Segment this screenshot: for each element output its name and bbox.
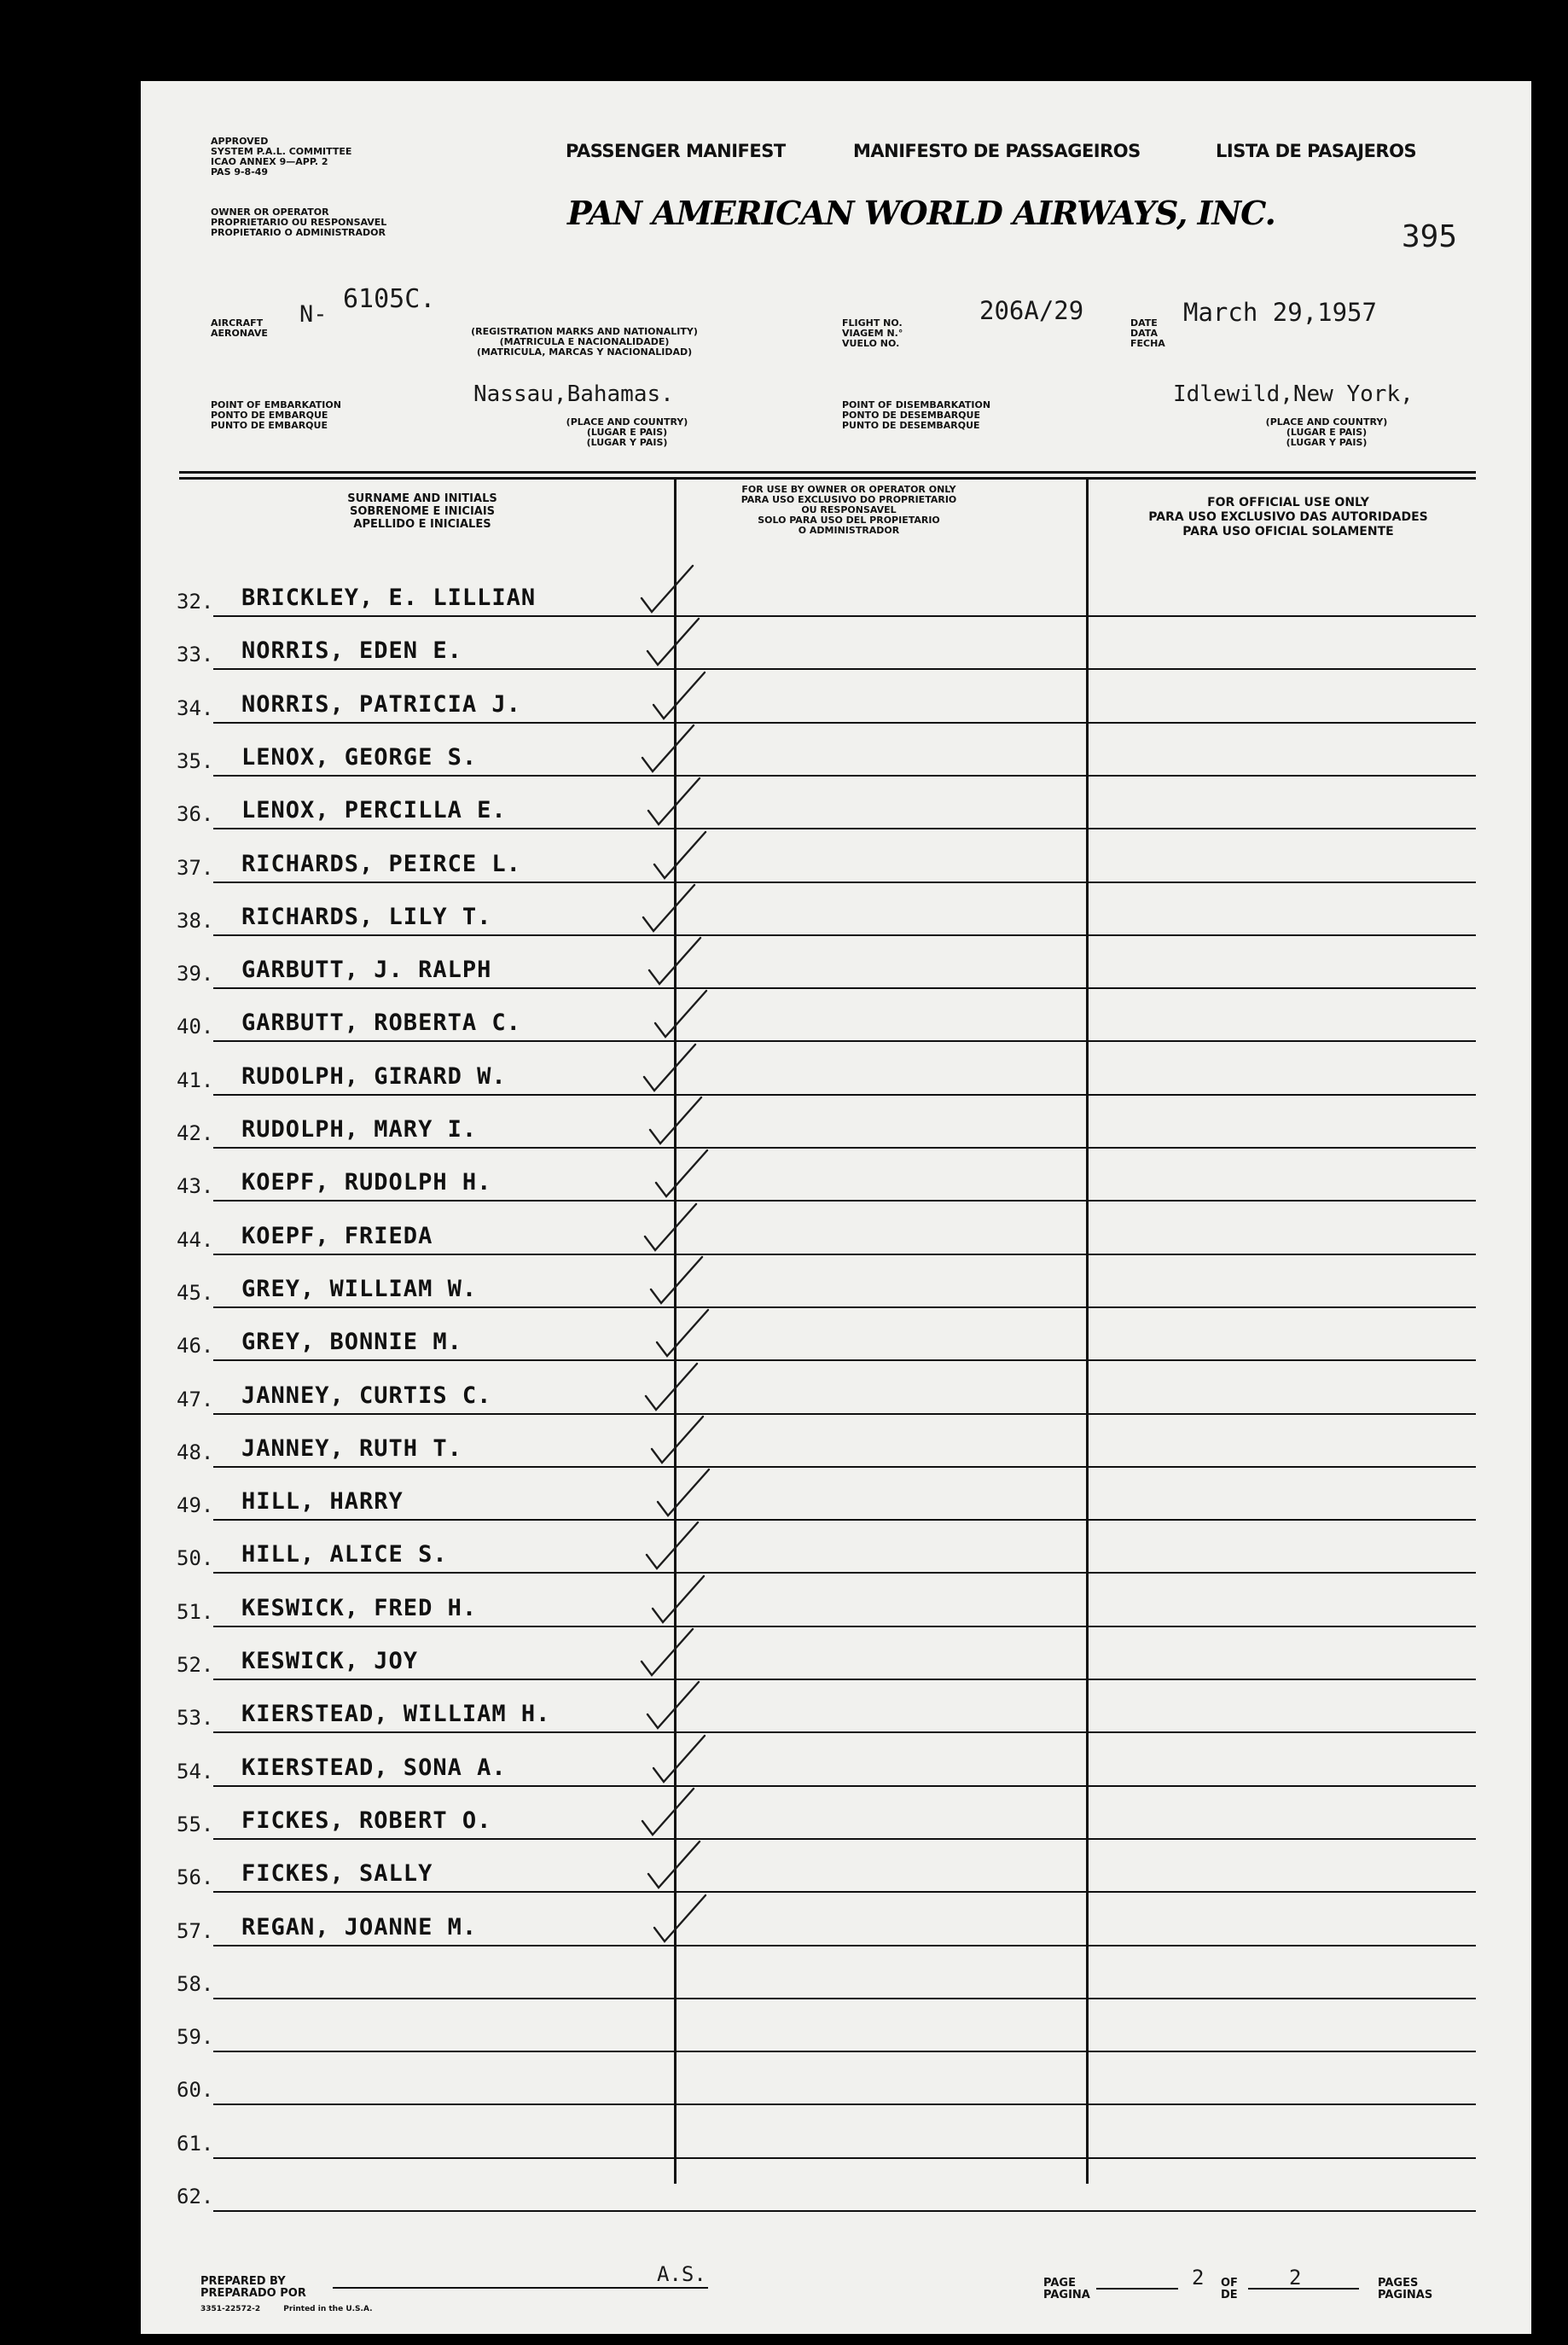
disembark-label-line: PONTO DE DESEMBARQUE	[842, 410, 980, 421]
pages-underline	[1248, 2288, 1359, 2290]
aircraft-prefix: N-	[299, 301, 328, 328]
approval-line: ICAO ANNEX 9—APP. 2	[211, 156, 328, 167]
page-value: 2	[1192, 2266, 1205, 2290]
passenger-name: RICHARDS, PEIRCE L.	[241, 851, 521, 877]
owner-label-line: OWNER OR OPERATOR	[211, 207, 329, 218]
check-mark	[644, 1044, 695, 1091]
check-mark	[657, 1310, 708, 1356]
passenger-number: 41.	[177, 1068, 214, 1092]
passenger-number: 47.	[177, 1388, 214, 1411]
passenger-name: REGAN, JOANNE M.	[241, 1914, 478, 1941]
passenger-name: KESWICK, JOY	[241, 1648, 419, 1674]
reg-label-line: (MATRICULA, MARCAS Y NACIONALIDAD)	[476, 346, 693, 358]
check-mark	[648, 1842, 700, 1888]
aircraft-value: 6105C.	[343, 284, 436, 314]
col-official-line: PARA USO OFICIAL SOLAMENTE	[1182, 525, 1394, 538]
form-number: 3351-22572-2	[200, 2305, 261, 2313]
prepared-label-line: PREPARED BY	[200, 2275, 286, 2288]
place-label-line: (LUGAR E PAIS)	[586, 427, 668, 438]
date-label-line: FECHA	[1130, 338, 1165, 349]
passenger-number: 52.	[177, 1653, 214, 1677]
col-official-line: FOR OFFICIAL USE ONLY	[1207, 496, 1369, 509]
of-label-line: DE	[1221, 2289, 1238, 2301]
passenger-number: 39.	[177, 962, 214, 986]
check-mark	[651, 1257, 702, 1303]
passenger-number: 56.	[177, 1865, 214, 1889]
check-mark	[645, 1204, 696, 1250]
passenger-number: 55.	[177, 1813, 214, 1836]
passenger-number: 58.	[177, 1972, 214, 1996]
check-marks-layer	[141, 81, 1531, 2334]
check-mark	[653, 672, 705, 719]
passenger-name: KIERSTEAD, SONA A.	[241, 1754, 507, 1781]
check-mark	[648, 1682, 699, 1728]
col-op-line: O ADMINISTRADOR	[798, 525, 900, 536]
prepared-label	[200, 2276, 306, 2300]
col-op-line: SOLO PARA USO DEL PROPIETARIO	[758, 515, 940, 526]
pages-label-line: PAGES	[1378, 2277, 1419, 2290]
title-lista: LISTA DE PASAJEROS	[1216, 141, 1417, 161]
flight-number: 206A/29	[979, 296, 1084, 325]
date-label-line: DATE	[1130, 317, 1158, 329]
passenger-number: 35.	[177, 749, 214, 773]
passenger-name: GARBUTT, ROBERTA C.	[241, 1010, 521, 1036]
place-label-line: (LUGAR Y PAIS)	[1286, 437, 1368, 448]
check-mark	[642, 566, 693, 612]
passenger-number: 32.	[177, 590, 214, 614]
passenger-name: FICKES, SALLY	[241, 1860, 433, 1887]
passenger-name: BRICKLEY, E. LILLIAN	[241, 585, 537, 611]
check-mark	[656, 1150, 707, 1196]
flight-label-line: VIAGEM N.°	[842, 328, 903, 339]
embarkation-value: Nassau,Bahamas.	[473, 381, 674, 407]
passenger-name: NORRIS, EDEN E.	[241, 637, 462, 664]
passenger-name: RICHARDS, LILY T.	[241, 904, 492, 930]
place-label-line: (PLACE AND COUNTRY)	[566, 416, 688, 428]
passenger-name: JANNEY, RUTH T.	[241, 1435, 462, 1462]
reg-label-line: (REGISTRATION MARKS AND NATIONALITY)	[471, 326, 698, 337]
passenger-number: 49.	[177, 1493, 214, 1517]
owner-label-line: PROPRIETARIO OU RESPONSAVEL	[211, 217, 387, 228]
approval-line: APPROVED	[211, 136, 269, 147]
check-mark	[653, 1576, 704, 1622]
check-mark	[654, 832, 706, 878]
form-footer	[200, 2304, 373, 2314]
passenger-number: 60.	[177, 2078, 214, 2102]
check-mark	[642, 1789, 694, 1835]
embark-label-line: PUNTO DE EMBARQUE	[211, 420, 328, 431]
passenger-number: 40.	[177, 1015, 214, 1039]
passenger-number: 44.	[177, 1228, 214, 1252]
passenger-name: FICKES, ROBERT O.	[241, 1807, 492, 1834]
passenger-name: LENOX, PERCILLA E.	[241, 797, 507, 823]
disembark-label-line: PUNTO DE DESEMBARQUE	[842, 420, 980, 431]
date-label-line: DATA	[1130, 328, 1158, 339]
flight-label-line: FLIGHT NO.	[842, 317, 903, 329]
passenger-number: 36.	[177, 802, 214, 826]
printed-note: Printed in the U.S.A.	[283, 2305, 373, 2313]
check-mark	[648, 619, 699, 665]
approval-line: PAS 9-8-49	[211, 166, 269, 177]
passenger-name: KOEPF, FRIEDA	[241, 1223, 433, 1249]
check-mark	[642, 725, 694, 771]
passenger-number: 43.	[177, 1174, 214, 1198]
prepared-value: A.S.	[657, 2262, 706, 2286]
pages-label-line: PAGINAS	[1378, 2289, 1433, 2301]
title-manifesto: MANIFESTO DE PASSAGEIROS	[853, 141, 1141, 161]
page-label	[1043, 2278, 1090, 2301]
check-mark	[655, 991, 706, 1037]
passenger-name: LENOX, GEORGE S.	[241, 744, 478, 771]
prepared-underline	[333, 2287, 708, 2289]
disembarkation-value: Idlewild,New York,	[1173, 381, 1414, 407]
check-mark	[647, 1522, 698, 1568]
check-mark	[650, 1097, 701, 1143]
passenger-number: 42.	[177, 1121, 214, 1145]
passenger-name: JANNEY, CURTIS C.	[241, 1382, 492, 1409]
col-names-line: APELLIDO E INICIALES	[353, 518, 491, 531]
check-mark	[648, 778, 700, 824]
check-mark	[653, 1736, 705, 1782]
passenger-name: HILL, HARRY	[241, 1488, 404, 1515]
check-mark	[642, 1629, 693, 1675]
col-names-line: SOBRENOME E INICIAIS	[349, 505, 496, 518]
airline-name: PAN AMERICAN WORLD AIRWAYS, INC.	[567, 194, 1275, 232]
passenger-name: KOEPF, RUDOLPH H.	[241, 1169, 492, 1196]
owner-label-line: PROPIETARIO O ADMINISTRADOR	[211, 227, 386, 238]
approval-line: SYSTEM P.A.L. COMMITTEE	[211, 146, 352, 157]
passenger-name: KIERSTEAD, WILLIAM H.	[241, 1701, 551, 1727]
embark-label-line: POINT OF EMBARKATION	[211, 399, 341, 410]
passenger-number: 61.	[177, 2132, 214, 2156]
manifest-page	[141, 81, 1531, 2334]
place-label-line: (PLACE AND COUNTRY)	[1265, 416, 1388, 428]
col-op-line: PARA USO EXCLUSIVO DO PROPRIETARIO	[740, 494, 957, 505]
col-op-line: FOR USE BY OWNER OR OPERATOR ONLY	[741, 484, 956, 495]
passenger-name: KESWICK, FRED H.	[241, 1595, 478, 1621]
title-passenger-manifest: PASSENGER MANIFEST	[566, 141, 786, 161]
passenger-name: NORRIS, PATRICIA J.	[241, 691, 521, 718]
page-stamp: 395	[1402, 219, 1458, 254]
prepared-label-line: PREPARADO POR	[200, 2287, 306, 2300]
passenger-number: 57.	[177, 1919, 214, 1943]
reg-label-line: (MATRICULA E NACIONALIDADE)	[499, 336, 670, 347]
passenger-number: 46.	[177, 1334, 214, 1358]
aircraft-label-line: AERONAVE	[211, 328, 268, 339]
passenger-number: 37.	[177, 856, 214, 880]
col-official-line: PARA USO EXCLUSIVO DAS AUTORIDADES	[1148, 510, 1428, 524]
check-mark	[643, 885, 694, 931]
passenger-name: RUDOLPH, GIRARD W.	[241, 1063, 507, 1090]
passenger-name: HILL, ALICE S.	[241, 1541, 448, 1568]
of-label	[1221, 2278, 1238, 2301]
col-names-line: SURNAME AND INITIALS	[347, 492, 497, 505]
passenger-number: 53.	[177, 1706, 214, 1730]
disembark-label-line: POINT OF DISEMBARKATION	[842, 399, 991, 410]
page-label-line: PAGINA	[1043, 2289, 1090, 2301]
passenger-name: GREY, WILLIAM W.	[241, 1276, 478, 1302]
passenger-number: 34.	[177, 696, 214, 720]
col-op-line: OU RESPONSAVEL	[801, 504, 897, 515]
page-label-line: PAGE	[1043, 2277, 1076, 2290]
check-mark	[658, 1469, 709, 1516]
embark-label-line: PONTO DE EMBARQUE	[211, 410, 328, 421]
passenger-number: 54.	[177, 1760, 214, 1783]
of-label-line: OF	[1221, 2277, 1238, 2290]
passenger-name: GARBUTT, J. RALPH	[241, 957, 492, 983]
pages-value: 2	[1289, 2266, 1302, 2290]
passenger-number: 62.	[177, 2185, 214, 2208]
place-label-line: (LUGAR E PAIS)	[1286, 427, 1368, 438]
passenger-number: 38.	[177, 909, 214, 933]
passenger-number: 33.	[177, 643, 214, 666]
page-underline	[1096, 2288, 1178, 2290]
passenger-number: 59.	[177, 2025, 214, 2049]
aircraft-label-line: AIRCRAFT	[211, 317, 264, 329]
place-label-line: (LUGAR Y PAIS)	[586, 437, 668, 448]
pages-label	[1378, 2278, 1432, 2301]
flight-date: March 29,1957	[1183, 298, 1377, 327]
passenger-number: 51.	[177, 1600, 214, 1624]
passenger-name: GREY, BONNIE M.	[241, 1329, 462, 1355]
passenger-number: 50.	[177, 1546, 214, 1570]
passenger-number: 48.	[177, 1440, 214, 1464]
check-mark	[652, 1417, 703, 1463]
check-mark	[649, 938, 700, 984]
check-mark	[654, 1895, 706, 1941]
passenger-number: 45.	[177, 1281, 214, 1305]
flight-label-line: VUELO NO.	[842, 338, 900, 349]
check-mark	[646, 1364, 697, 1410]
passenger-name: RUDOLPH, MARY I.	[241, 1116, 478, 1143]
